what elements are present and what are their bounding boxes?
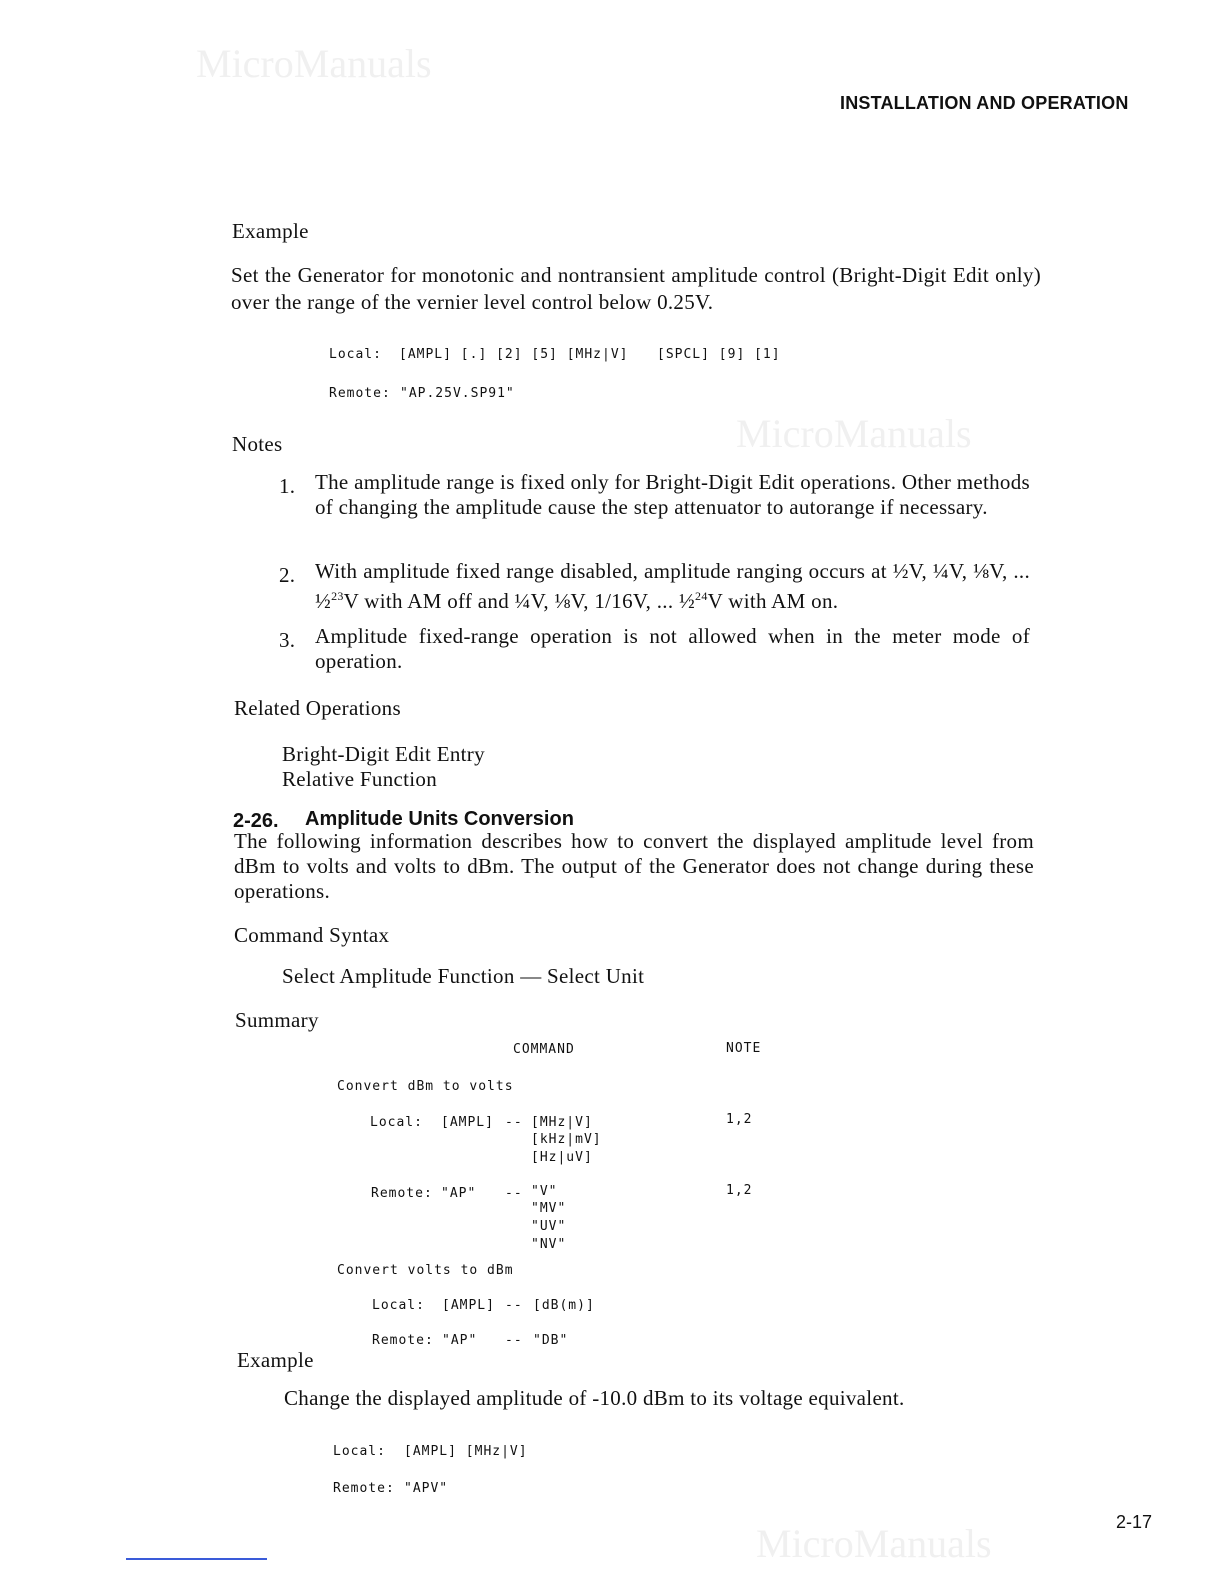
remote-unit: "MV" (531, 1201, 567, 1216)
column-header-command: COMMAND (513, 1042, 575, 1057)
note-number: 3. (279, 628, 296, 652)
note-ref: 1,2 (726, 1183, 753, 1198)
remote-ap: "AP" (442, 1333, 478, 1348)
remote-command: "APV" (404, 1481, 449, 1496)
note-ref: 1,2 (726, 1112, 753, 1127)
convert-volts-to-dbm: Convert volts to dBm (337, 1263, 514, 1278)
syntax-text: Select Amplitude Function — Select Unit (282, 964, 645, 988)
remote-label: Remote: (333, 1481, 395, 1496)
watermark: MicroManuals (196, 41, 432, 86)
local-ampl-key: [AMPL] (441, 1115, 494, 1130)
local-unit-key: [Hz|uV] (531, 1150, 593, 1165)
local-unit-key: [dB(m)] (533, 1298, 595, 1313)
remote-unit: "UV" (531, 1219, 567, 1234)
local-label: Local: (329, 347, 382, 362)
local-keys-spcl: [SPCL] [9] [1] (657, 347, 781, 362)
local-label: Local: (333, 1444, 386, 1459)
remote-unit: "V" (531, 1184, 558, 1199)
example-text: Set the Generator for monotonic and nontransient amplitude control (Bright-Digit Edit only) over the range of the vernier level control below 0.25V. (231, 263, 1041, 314)
related-item: Relative Function (282, 767, 437, 791)
watermark: MicroManuals (756, 1521, 992, 1566)
section-number: 2-26. (233, 810, 279, 832)
related-heading: Related Operations (234, 696, 401, 720)
local-label: Local: (370, 1115, 423, 1130)
divider (126, 1558, 267, 1560)
page-number: 2-17 (1116, 1512, 1153, 1532)
remote-label: Remote: (371, 1186, 433, 1201)
watermark: MicroManuals (736, 411, 972, 456)
local-keys: [AMPL] [MHz|V] (404, 1444, 528, 1459)
dash: -- (505, 1298, 523, 1313)
remote-command: "AP.25V.SP91" (400, 386, 515, 401)
example-heading: Example (237, 1348, 314, 1372)
local-keys: [AMPL] [.] [2] [5] [MHz|V] (399, 347, 629, 362)
note-number: 2. (279, 563, 296, 587)
section-title: Amplitude Units Conversion (305, 808, 574, 830)
local-ampl-key: [AMPL] (442, 1298, 495, 1313)
note-number: 1. (279, 474, 296, 498)
dash: -- (505, 1333, 523, 1348)
section-intro: The following information describes how to convert the displayed amplitude level from dBm to volts and volts to dBm. The output of the Generator does not change during these operations. (234, 829, 1034, 903)
dash: -- (505, 1115, 523, 1130)
remote-unit: "DB" (533, 1333, 569, 1348)
dash: -- (505, 1186, 523, 1201)
note-text: With amplitude fixed range disabled, amplitude ranging occurs at ½V, ¼V, ⅛V, ... ½$^{23}$V with AM off and ¼V, ⅛V, 1/16V, ... ½$^{24}$V with AM on. (315, 559, 1030, 613)
local-label: Local: (372, 1298, 425, 1313)
section-header: INSTALLATION AND OPERATION (840, 93, 1129, 113)
remote-ap: "AP" (441, 1186, 477, 1201)
note-text: Amplitude fixed-range operation is not allowed when in the meter mode of operation. (315, 624, 1030, 673)
example-text: Change the displayed amplitude of -10.0 dBm to its voltage equivalent. (284, 1386, 905, 1410)
remote-label: Remote: (372, 1333, 434, 1348)
column-header-note: NOTE (726, 1041, 762, 1056)
syntax-heading: Command Syntax (234, 923, 390, 947)
local-unit-key: [kHz|mV] (531, 1132, 602, 1147)
related-item: Bright-Digit Edit Entry (282, 742, 485, 766)
summary-heading: Summary (235, 1008, 319, 1032)
note-text: The amplitude range is fixed only for Bright-Digit Edit operations. Other methods of changing the amplitude cause the step attenuator to autorange if necessary. (315, 470, 1030, 519)
notes-heading: Notes (232, 432, 283, 456)
local-unit-key: [MHz|V] (531, 1115, 593, 1130)
remote-unit: "NV" (531, 1237, 567, 1252)
remote-label: Remote: (329, 386, 391, 401)
convert-dbm-to-volts: Convert dBm to volts (337, 1079, 514, 1094)
example-heading: Example (232, 219, 309, 243)
